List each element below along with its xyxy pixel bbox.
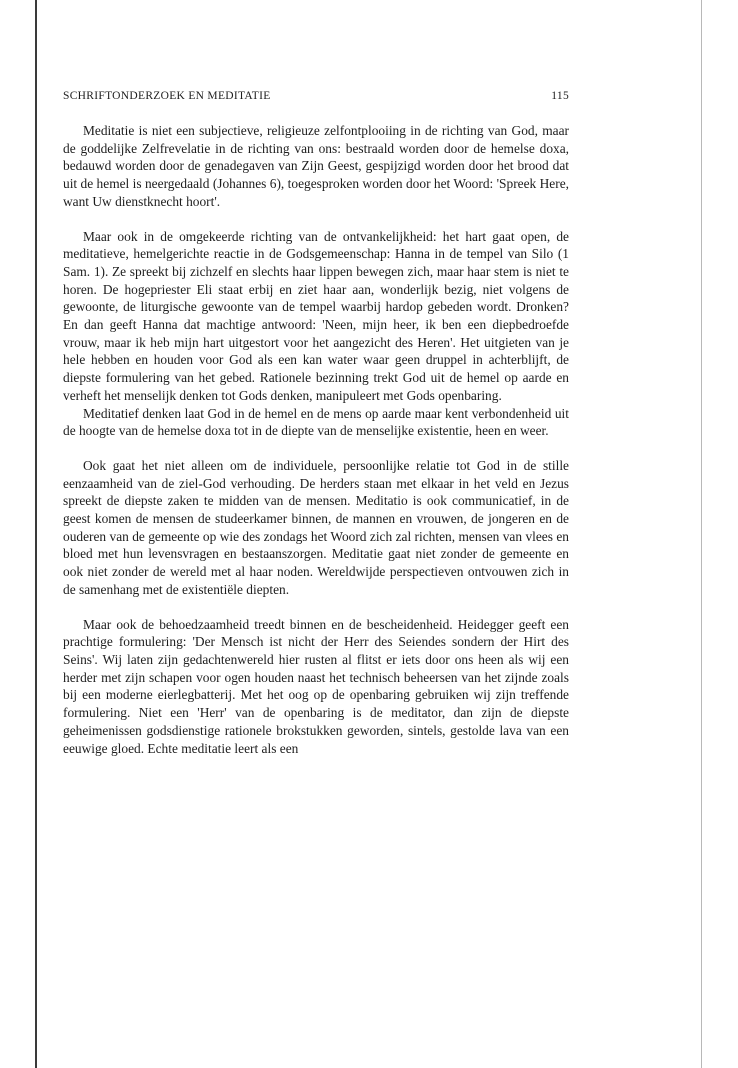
- page-number: 115: [551, 90, 569, 102]
- paragraph-2: Maar ook in de omgekeerde richting van de ontvankelijkheid: het hart gaat open, de meditatieve, hemelgerichte reactie in de Godsgemeenschap: Hanna in de tempel van Silo (1 Sam. 1). Ze spreekt bij zichzelf en slechts haar lippen bewegen zich, maar haar stem is niet te horen. De hogepriester Eli staat erbij en ziet haar aan, wonderlijk bezig, niet volgens de gewoonte, de liturgische gewoonte van de tempel waarbij hardop gebeden wordt. Dronken? En dan geeft Hanna dat machtige antwoord: 'Neen, mijn heer, ik ben een diepbedroefde vrouw, maar ik heb mijn hart uitgestort voor het aangezicht des Heren'. Het uitgieten van je hele hebben en houden voor God als een kan water waar geen druppel in achterblijft, de diepste formulering van het gebed. Rationele bezinning trekt God uit de hemel op aarde en verheft het menselijk denken tot Gods denken, manipuleert met Gods openbaring.: [63, 228, 569, 403]
- scan-edge-right: [701, 0, 702, 1068]
- paragraph-gap: [63, 599, 569, 616]
- paragraph-3: Meditatief denken laat God in de hemel en de mens op aarde maar kent verbondenheid uit de hoogte van de hemelse doxa tot in de diepte van de menselijke existentie, heen en weer.: [63, 405, 569, 439]
- scan-edge-left: [35, 0, 37, 1068]
- running-head: [63, 90, 569, 106]
- body-text: [63, 122, 569, 757]
- paragraph-5: Maar ook de behoedzaamheid treedt binnen en de bescheidenheid. Heidegger geeft een prachtige formulering: 'Der Mensch ist nicht der Herr des Seiendes sondern der Hirt des Seins'. Wij laten zijn gedachtenwereld hier rusten al flitst er iets door ons heen als wij een herder met zijn schapen voor ogen houden naast het technisch beheersen van het zijnde zoals bij een moderne eierlegbatterij. Met het oog op de openbaring gebruiken wij zijn treffende formulering. Niet een 'Herr' van de openbaring is de meditator, dan zijn de diepste geheimenissen godsdienstige rationele brokstukken geworden, sintels, gestolde lava van een eeuwige gloed. Echte meditatie leert als een: [63, 616, 569, 756]
- paragraph-4: Ook gaat het niet alleen om de individuele, persoonlijke relatie tot God in de stille eenzaamheid van de ziel-God verhouding. De herders staan met elkaar in het veld en Jezus spreekt de diepste zaken te midden van de mensen. Meditatio is ook communicatief, in de geest komen de mensen de studeerkamer binnen, de mannen en vrouwen, de jongeren en de ouderen van de gemeente op wie des zondags het Woord zich zal richten, mensen van vlees en bloed met hun levensvragen en bestaanszorgen. Meditatie gaat niet zonder de gemeente en ook niet zonder de wereld met al haar noden. Wereldwijde perspectieven ontvouwen zich in de samenhang met de existentiële diepten.: [63, 457, 569, 597]
- paragraph-gap: [63, 211, 569, 228]
- paragraph-1: Meditatie is niet een subjectieve, religieuze zelfontplooiing in de richting van God, maar de goddelijke Zelfrevelatie in de richting van ons: bestraald worden door de hemelse doxa, bedauwd worden door de genadegaven van Zijn Geest, gespijzigd worden door het brood dat uit de hemel is neergedaald (Johannes 6), toegesproken worden door het Woord: 'Spreek Here, want Uw dienstknecht hoort'.: [63, 123, 569, 209]
- paragraph-gap: [63, 440, 569, 457]
- running-title: SCHRIFTONDERZOEK EN MEDITATIE: [63, 90, 271, 102]
